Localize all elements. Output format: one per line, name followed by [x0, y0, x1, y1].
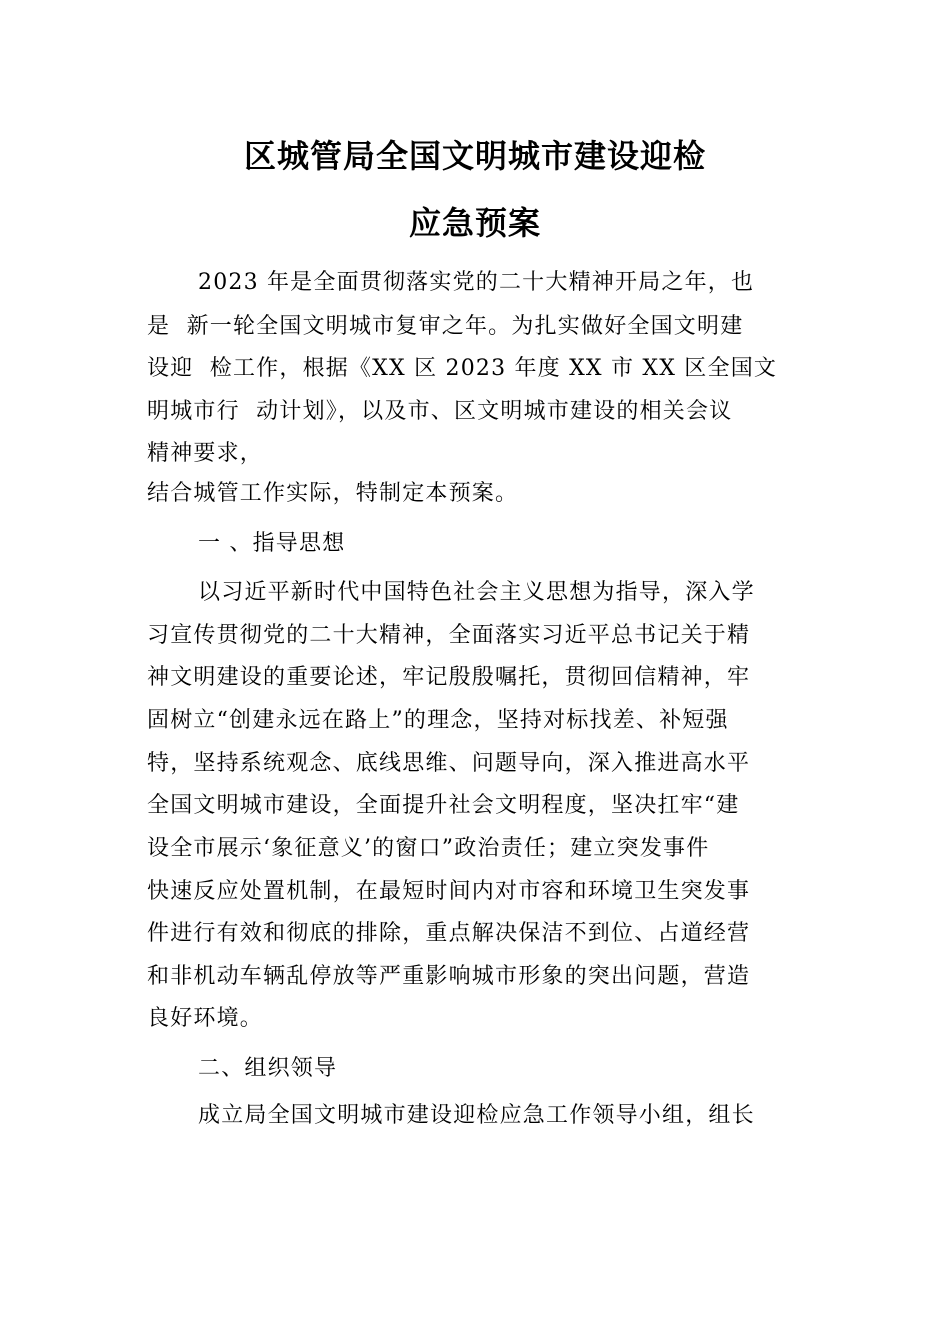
- section1-line-3: 神文明建设的重要论述，牢记殷殷嘱托，贯彻回信精神，牢: [147, 665, 751, 690]
- section1-line-7: 设全市展示‘象征意义’的窗口”政治责任；建立突发事件: [147, 836, 710, 861]
- section1-line-6: 全国文明城市建设，全面提升社会文明程度，坚决扛牢“建: [147, 793, 740, 818]
- intro-line-4: 明城市行 动计划》，以及市、区文明城市建设的相关会议: [147, 399, 733, 424]
- section1-line-4: 固树立“创建永远在路上”的理念，坚持对标找差、补短强: [147, 708, 729, 733]
- section1-line-1: 以习近平新时代中国特色社会主义思想为指导，深入学: [198, 580, 755, 605]
- intro-line-1: 2023 年是全面贯彻落实党的二十大精神开局之年，也: [198, 270, 755, 295]
- section-heading-guiding-ideology: 一 、指导思想: [198, 531, 346, 556]
- section-heading-organization: 二、组织领导: [198, 1056, 338, 1081]
- intro-line-2: 是 新一轮全国文明城市复审之年。为扎实做好全国文明建: [147, 314, 744, 339]
- intro-line-5: 精神要求，: [147, 441, 264, 466]
- section1-line-10: 和非机动车辆乱停放等严重影响城市形象的突出问题，营造: [147, 964, 751, 989]
- section2-line-1: 成立局全国文明城市建设迎检应急工作领导小组，组长: [198, 1103, 755, 1128]
- intro-line-6: 结合城管工作实际，特制定本预案。: [147, 481, 519, 506]
- section1-line-9: 件进行有效和彻底的排除，重点解决保洁不到位、占道经营: [147, 921, 751, 946]
- document-title-line-2: 应急预案: [408, 204, 541, 242]
- intro-line-3: 设迎 检工作，根据《XX 区 2023 年度 XX 市 XX 区全国文: [147, 356, 778, 381]
- section1-line-8: 快速反应处置机制，在最短时间内对市容和环境卫生突发事: [147, 879, 751, 904]
- section1-line-11: 良好环境。: [147, 1006, 264, 1031]
- section1-line-5: 特，坚持系统观念、底线思维、问题导向，深入推进高水平: [147, 751, 751, 776]
- section1-line-2: 习宣传贯彻党的二十大精神，全面落实习近平总书记关于精: [147, 623, 751, 648]
- document-title-line-1: 区城管局全国文明城市建设迎检: [243, 137, 706, 175]
